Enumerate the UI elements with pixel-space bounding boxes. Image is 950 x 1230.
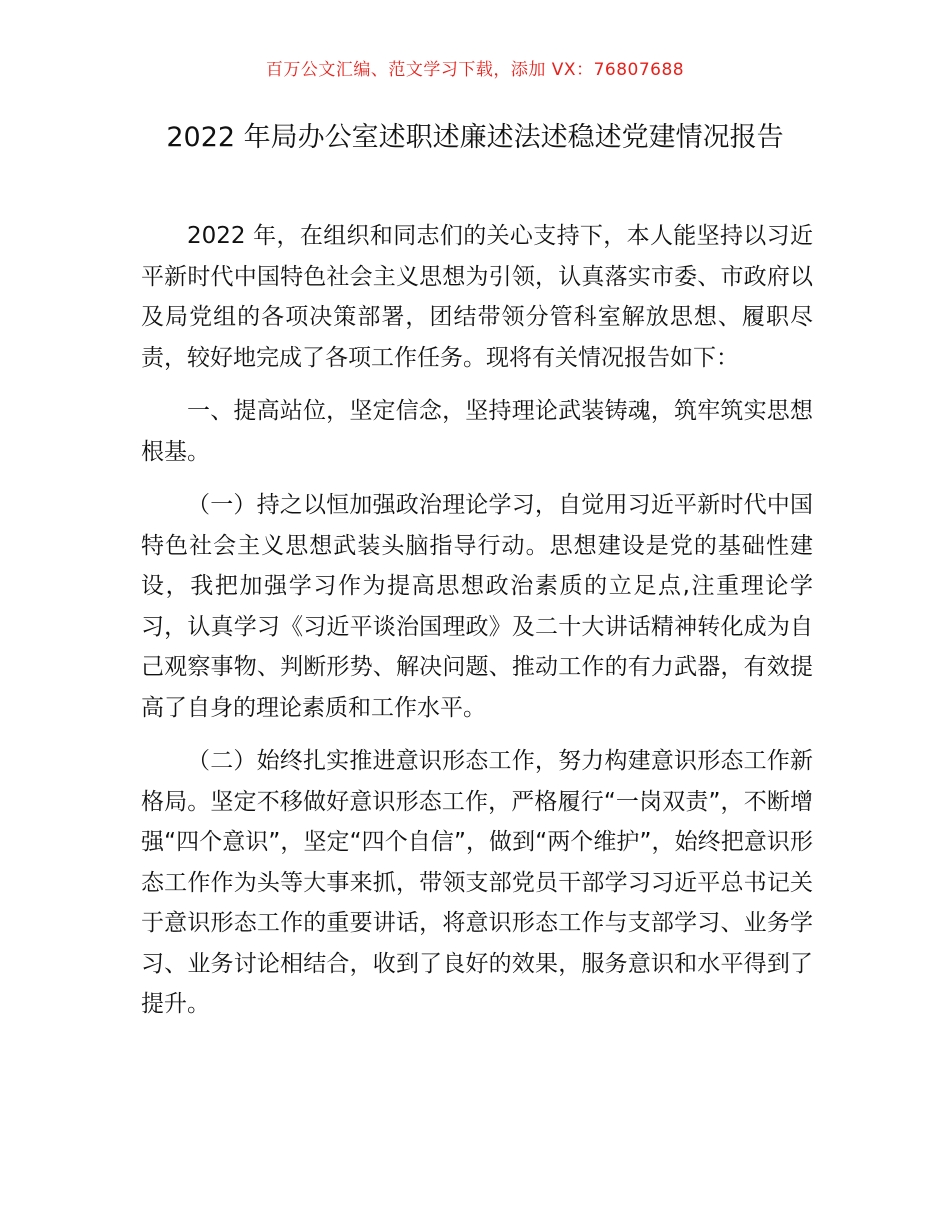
paragraph-intro: 2022 年，在组织和同志们的关心支持下，本人能坚持以习近平新时代中国特色社会主义思想为引领，认真落实市委、市政府以及局党组的各项决策部署，团结带领分管科室解放思想、履职尽责，较好地完成了各项工作任务。现将有关情况报告如下：	[141, 223, 813, 371]
document-title: 2022 年局办公室述职述廉述法述稳述党建情况报告	[166, 122, 784, 153]
paragraph-subsection-2: （二）始终扎实推进意识形态工作，努力构建意识形态工作新格局。坚定不移做好意识形态工作，严格履行“一岗双责”，不断增强“四个意识”，坚定“四个自信”，做到“两个维护”，始终把意识形态工作作为头等大事来抓，带领支部党员干部学习习近平总书记关于意识形态工作的重要讲话，将意识形态工作与支部学习、业务学习、业务讨论相结合，收到了良好的效果，服务意识和水平得到了提升。	[141, 748, 813, 1017]
paragraph-subsection-1: （一）持之以恒加强政治理论学习，自觉用习近平新时代中国特色社会主义思想武装头脑指导行动。思想建设是党的基础性建设，我把加强学习作为提高思想政治素质的立足点,注重理论学习，认真学习《习近平谈治国理政》及二十大讲话精神转化成为自己观察事物、判断形势、解决问题、推动工作的有力武器，有效提高了自身的理论素质和工作水平。	[141, 492, 813, 721]
document-body	[141, 216, 813, 1038]
header-banner: 百万公文汇编、范文学习下载，添加 VX：76807688	[265, 60, 685, 80]
paragraph-section-1-heading: 一、提高站位，坚定信念，坚持理论武装铸魂，筑牢筑实思想根基。	[141, 398, 813, 465]
